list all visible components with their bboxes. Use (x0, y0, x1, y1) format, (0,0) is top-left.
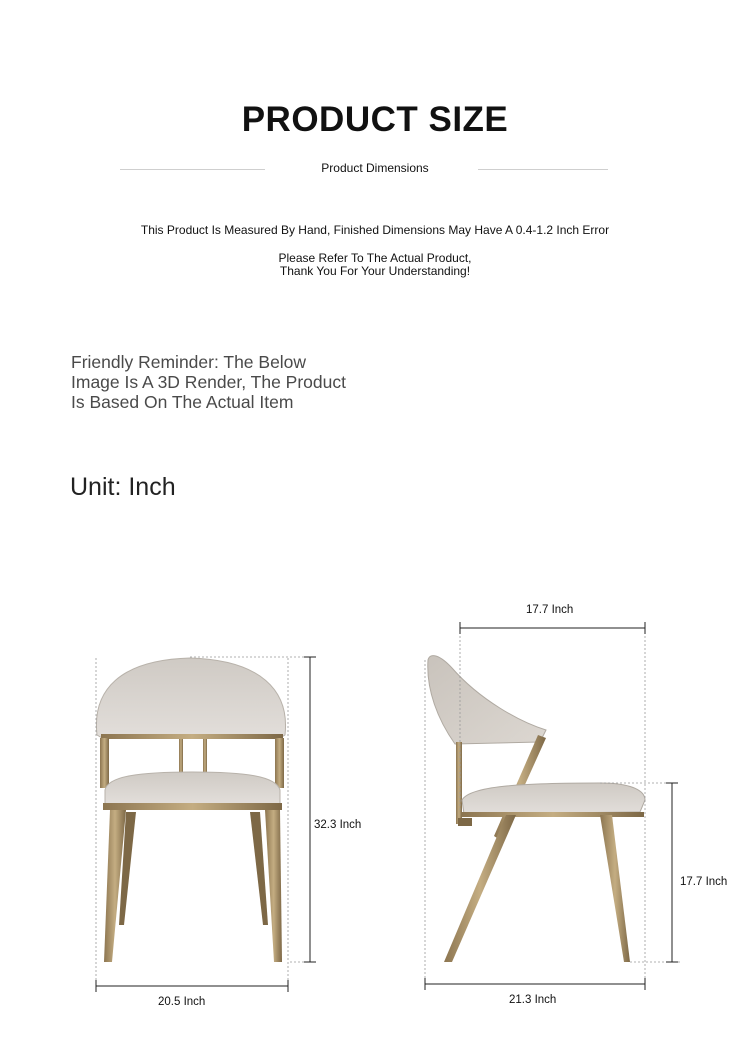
measurement-note: This Product Is Measured By Hand, Finished Dimensions May Have A 0.4-1.2 Inch Error (140, 223, 610, 237)
reminder-line3: Is Based On The Actual Item (71, 392, 294, 412)
reminder-line2: Image Is A 3D Render, The Product (71, 372, 346, 392)
page-title: PRODUCT SIZE (241, 100, 509, 139)
front-chair (96, 658, 285, 962)
refer-note-line1: Please Refer To The Actual Product, (278, 251, 472, 265)
unit-label: Unit: Inch (70, 473, 176, 501)
side-top-width-label: 17.7 Inch (526, 604, 574, 616)
front-height-label: 32.3 Inch (314, 819, 362, 831)
side-seat-height-label: 17.7 Inch (680, 876, 728, 888)
side-depth-label: 21.3 Inch (509, 994, 557, 1006)
section-subtitle: Product Dimensions (321, 161, 429, 175)
reminder-line1: Friendly Reminder: The Below (71, 352, 307, 372)
refer-note-line2: Thank You For Your Understanding! (279, 264, 471, 278)
front-width-label: 20.5 Inch (158, 996, 206, 1008)
